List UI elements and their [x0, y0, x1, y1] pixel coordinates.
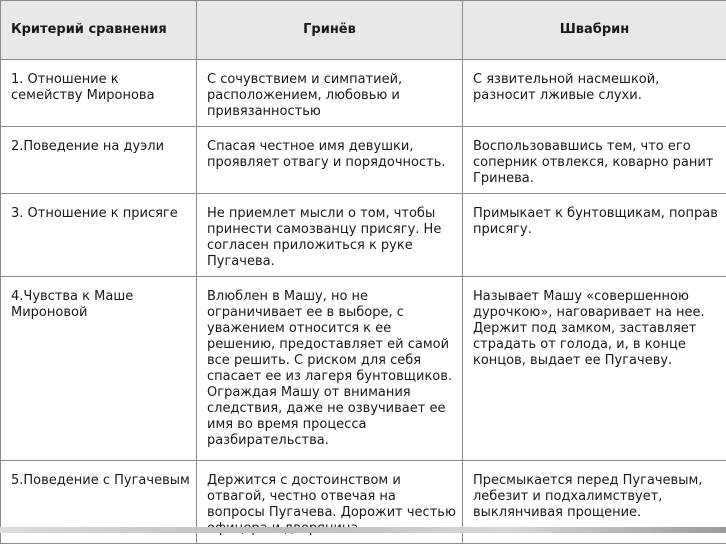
- grinev-text: Спасая честное имя девушки, проявляет отвагу и порядочность.: [197, 127, 462, 177]
- table-row: [1, 127, 726, 194]
- criterion-text: 5.Поведение с Пугачевым: [1, 461, 196, 495]
- grinev-cell: [197, 277, 463, 461]
- shvabrin-text: Воспользовавшись тем, что его соперник отвлекся, коварно ранит Гринева.: [463, 127, 726, 193]
- grinev-text: Влюблен в Машу, но не ограничивает ее в выборе, с уважением относится к ее решению, предоставляет ей самой все решить. С риском для себя спасает ее из лагеря бунтовщиков. Ограждая Машу от внимания следствия, даже не озвучивает ее имя во время процесса разбирательства.: [197, 277, 462, 455]
- header-grinev: Гринёв: [197, 1, 463, 60]
- table-row: [1, 194, 726, 277]
- grinev-text: Не приемлет мысли о том, чтобы принести самозванцу присягу. Не согласен приложиться к руке Пугачева.: [197, 194, 462, 276]
- criterion-cell: [1, 277, 197, 461]
- grinev-text: С сочувствием и симпатией, расположением, любовью и привязанностью: [197, 60, 462, 126]
- grinev-cell: [197, 60, 463, 127]
- grinev-cell: [197, 194, 463, 277]
- shvabrin-text: С язвительной насмешкой, разносит лживые слухи.: [463, 60, 726, 110]
- criterion-text: 3. Отношение к присяге: [1, 194, 196, 228]
- table-header-row: [1, 1, 726, 60]
- header-criterion: Критерий сравнения: [1, 1, 197, 60]
- bottom-image-strip: [0, 527, 726, 533]
- shvabrin-cell: [463, 60, 726, 127]
- criterion-cell: [1, 127, 197, 194]
- shvabrin-cell: [463, 194, 726, 277]
- criterion-cell: [1, 194, 197, 277]
- shvabrin-cell: [463, 127, 726, 194]
- criterion-text: 2.Поведение на дуэли: [1, 127, 196, 161]
- criterion-text: 4.Чувства к Маше Мироновой: [1, 277, 196, 327]
- shvabrin-text: Называет Машу «совершенною дурочкою», наговаривает на нее. Держит под замком, заставляет страдать от голода, и, в конце концов, выдает ее Пугачеву.: [463, 277, 726, 375]
- table-row: [1, 277, 726, 461]
- shvabrin-text: Пресмыкается перед Пугачевым, лебезит и подхалимствует, выклянчивая прощение.: [463, 461, 726, 527]
- header-shvabrin: Швабрин: [463, 1, 726, 60]
- criterion-cell: [1, 60, 197, 127]
- grinev-cell: [197, 127, 463, 194]
- shvabrin-cell: [463, 277, 726, 461]
- grinev-text: Держится с достоинством и отвагой, честно отвечая на вопросы Пугачева. Дорожит честью: [197, 461, 462, 543]
- shvabrin-text: Примыкает к бунтовщикам, поправ присягу.: [463, 194, 726, 244]
- criterion-text: 1. Отношение к семейству Миронова: [1, 60, 196, 110]
- table-row: [1, 60, 726, 127]
